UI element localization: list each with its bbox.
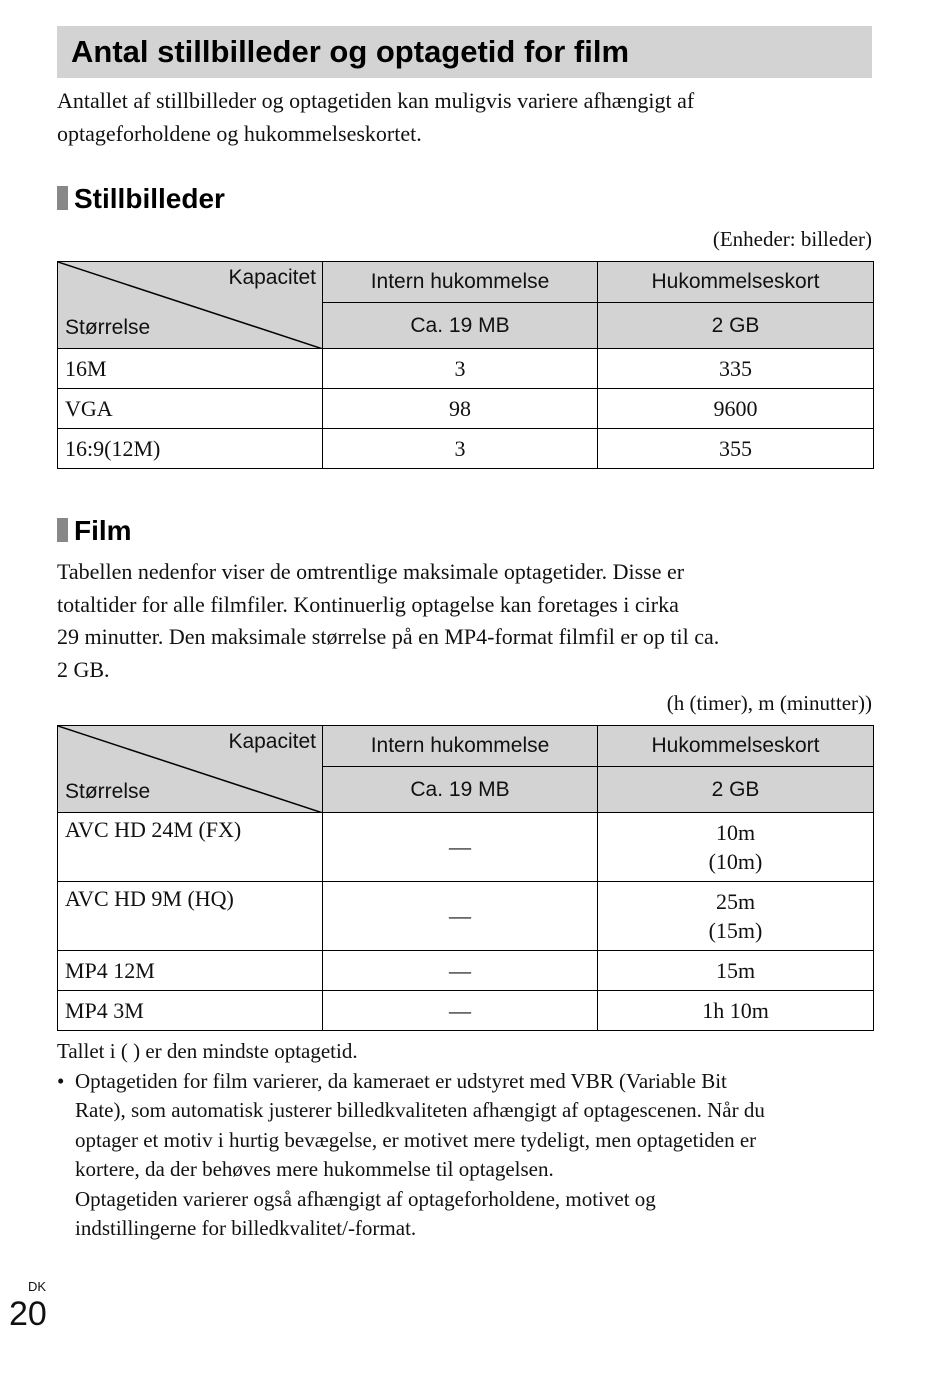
size-label: Størrelse bbox=[65, 780, 151, 803]
row-size: 16M bbox=[58, 349, 323, 389]
capacity-label: Kapacitet bbox=[228, 730, 316, 753]
card-min-time: (15m) bbox=[708, 918, 763, 943]
film-line: Tabellen nedenfor viser de omtrentlige maksimale optagetider. Disse er bbox=[57, 559, 685, 584]
bullet-note bbox=[57, 1067, 872, 1244]
row-internal: — bbox=[323, 882, 598, 951]
row-card: 1h 10m bbox=[598, 991, 874, 1031]
notes-line: Rate), som automatisk justerer billedkvaliteten afhængigt af optagescenen. Når du bbox=[75, 1098, 765, 1122]
page-number: 20 bbox=[9, 1295, 47, 1333]
intro-line: optageforholdene og hukommelseskortet. bbox=[57, 120, 422, 146]
row-card: 335 bbox=[598, 349, 874, 389]
row-internal: 3 bbox=[323, 429, 598, 469]
stills-heading bbox=[57, 182, 225, 216]
col-header-card: Hukommelseskort bbox=[598, 726, 874, 767]
notes-line: Optagetiden varierer også afhængigt af optageforholdene, motivet og bbox=[75, 1186, 656, 1211]
table-row bbox=[58, 429, 874, 469]
film-line: totaltider for alle filmfiler. Kontinuerlig optagelse kan foretages i cirka bbox=[57, 591, 679, 617]
col-header-card: Hukommelseskort bbox=[598, 262, 874, 303]
film-table bbox=[57, 725, 874, 1031]
row-size: AVC HD 24M (FX) bbox=[58, 813, 323, 882]
row-size: 16:9(12M) bbox=[58, 429, 323, 469]
stills-table-corner bbox=[58, 262, 323, 349]
row-card: 355 bbox=[598, 429, 874, 469]
notes-line: indstillingerne for billedkvalitet/-format. bbox=[75, 1216, 417, 1240]
table-row bbox=[58, 813, 874, 882]
table-row bbox=[58, 349, 874, 389]
row-internal: — bbox=[323, 951, 598, 991]
row-internal: 98 bbox=[323, 389, 598, 429]
row-size: MP4 3M bbox=[58, 991, 323, 1031]
col-header-internal: Intern hukommelse bbox=[323, 726, 598, 767]
row-card bbox=[598, 813, 874, 882]
row-card bbox=[598, 882, 874, 951]
stills-unit-note: (Enheder: billeder) bbox=[712, 227, 872, 251]
film-table-corner bbox=[58, 726, 323, 813]
table-row bbox=[58, 991, 874, 1031]
col-sub-internal: Ca. 19 MB bbox=[323, 303, 598, 349]
col-sub-card: 2 GB bbox=[598, 767, 874, 813]
card-time: 25m bbox=[715, 889, 756, 914]
row-internal: 3 bbox=[323, 349, 598, 389]
row-card: 9600 bbox=[598, 389, 874, 429]
stills-table bbox=[57, 261, 874, 469]
notes-line: Optagetiden for film varierer, da kameraet er udstyret med VBR (Variable Bit bbox=[75, 1068, 727, 1093]
row-size: AVC HD 9M (HQ) bbox=[58, 882, 323, 951]
notes bbox=[57, 1037, 872, 1244]
table-row bbox=[58, 882, 874, 951]
col-sub-card: 2 GB bbox=[598, 303, 874, 349]
capacity-label: Kapacitet bbox=[228, 266, 316, 289]
row-size: VGA bbox=[58, 389, 323, 429]
intro-line: Antallet af stillbilleder og optagetiden kan muligvis variere afhængigt af bbox=[57, 88, 695, 113]
section-marker-icon bbox=[57, 186, 68, 210]
table-row bbox=[58, 951, 874, 991]
row-internal: — bbox=[323, 813, 598, 882]
size-label: Størrelse bbox=[65, 316, 151, 339]
notes-line: Tallet i ( ) er den mindste optagetid. bbox=[57, 1039, 358, 1063]
col-header-internal: Intern hukommelse bbox=[323, 262, 598, 303]
card-time: 10m bbox=[715, 820, 756, 845]
language-tag: DK bbox=[28, 1279, 47, 1294]
row-size: MP4 12M bbox=[58, 951, 323, 991]
film-line: 2 GB. bbox=[57, 656, 110, 682]
notes-line: kortere, da der behøves mere hukommelse til optagelsen. bbox=[75, 1157, 554, 1181]
intro-paragraph bbox=[57, 85, 872, 150]
film-heading-text: Film bbox=[74, 515, 132, 546]
col-sub-internal: Ca. 19 MB bbox=[323, 767, 598, 813]
table-row bbox=[58, 389, 874, 429]
stills-heading-text: Stillbilleder bbox=[74, 183, 225, 214]
film-line: 29 minutter. Den maksimale størrelse på en MP4-format filmfil er op til ca. bbox=[57, 624, 720, 649]
row-card: 15m bbox=[598, 951, 874, 991]
film-paragraph bbox=[57, 556, 872, 686]
film-unit-note: (h (timer), m (minutter)) bbox=[666, 691, 872, 715]
notes-line: optager et motiv i hurtig bevægelse, er motivet mere tydeligt, men optagetiden er bbox=[75, 1127, 757, 1152]
page-title: Antal stillbilleder og optagetid for film bbox=[57, 26, 872, 78]
row-internal: — bbox=[323, 991, 598, 1031]
card-min-time: (10m) bbox=[708, 849, 763, 874]
bullet-icon: • bbox=[57, 1068, 65, 1093]
film-heading bbox=[57, 514, 132, 548]
section-marker-icon bbox=[57, 518, 68, 542]
